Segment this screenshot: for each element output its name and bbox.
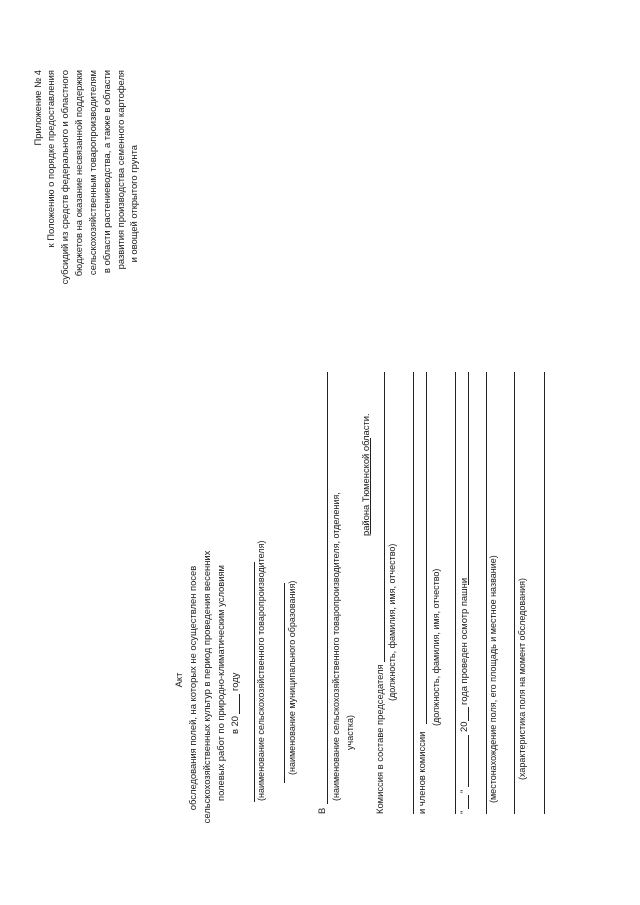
act-title: Акт (173, 672, 184, 688)
producer-line (254, 562, 255, 802)
date-open-quote: " (458, 810, 469, 814)
date-day-line (468, 795, 469, 809)
location-line (486, 372, 487, 814)
members-label: и членов комиссии (416, 731, 427, 814)
act-subtitle-line: полевых работ по природно-климатическим условиям (215, 565, 226, 801)
date-month-line (468, 735, 469, 787)
year-suffix: году (229, 672, 240, 691)
act-subtitle-line: сельскохозяйственных культур в период проведения весенних (201, 550, 212, 824)
municipality-caption: (наименование муниципального образования) (287, 580, 297, 775)
year-prefix: в 20 (229, 715, 240, 734)
appendix-line: и овощей открытого грунта (128, 145, 139, 263)
region-suffix: района Тюменской области. (360, 413, 371, 536)
characteristics-caption: (характеристика поля на момент обследования) (517, 578, 527, 780)
department-line (327, 372, 328, 804)
appendix-line: бюджетов на оказание несвязанной поддержки (73, 70, 84, 277)
municipality-line (284, 583, 285, 783)
producer-caption: (наименование сельскохозяйственного товаропроизводителя) (256, 540, 266, 801)
appendix-line: субсидий из средств федерального и областного (59, 70, 70, 285)
members-line-2 (455, 372, 456, 814)
department-caption: (наименование сельскохозяйственного товаропроизводителя, отделения, (331, 492, 341, 801)
characteristics-line (514, 372, 515, 814)
chair-line-2 (413, 372, 414, 814)
inspection-line (468, 372, 469, 585)
appendix-number: Приложение № 4 (32, 70, 43, 146)
appendix-line: развития производства семенного картофеля (115, 70, 126, 270)
location-caption: (местонахождение поля, его площадь и местное название) (488, 555, 498, 803)
appendix-line: к Положению о порядке предоставления (45, 70, 56, 248)
chair-caption: (должность, фамилия, имя, отчество) (387, 543, 397, 701)
appendix-line: в области растениеводства, а также в области (101, 70, 112, 274)
chair-line (384, 372, 385, 662)
year-blank-line (239, 694, 240, 714)
date-year-prefix: 20 (458, 721, 469, 732)
members-caption: (должность, фамилия, имя, отчество) (431, 568, 441, 726)
in-prefix: В (316, 807, 327, 814)
act-subtitle-line: обследования полей, на которых не осуществлен посев (187, 565, 198, 811)
inspection-text: года проведен осмотр пашни (458, 577, 469, 705)
department-caption-2: участка) (345, 715, 355, 750)
members-line (426, 372, 427, 724)
date-year-line (468, 707, 469, 721)
commission-chair-label: Комиссия в составе председателя (374, 664, 385, 814)
appendix-line: сельскохозяйственным товаропроизводителям (87, 70, 98, 276)
characteristics-line-2 (544, 372, 545, 814)
date-close-quote: " (458, 789, 469, 793)
